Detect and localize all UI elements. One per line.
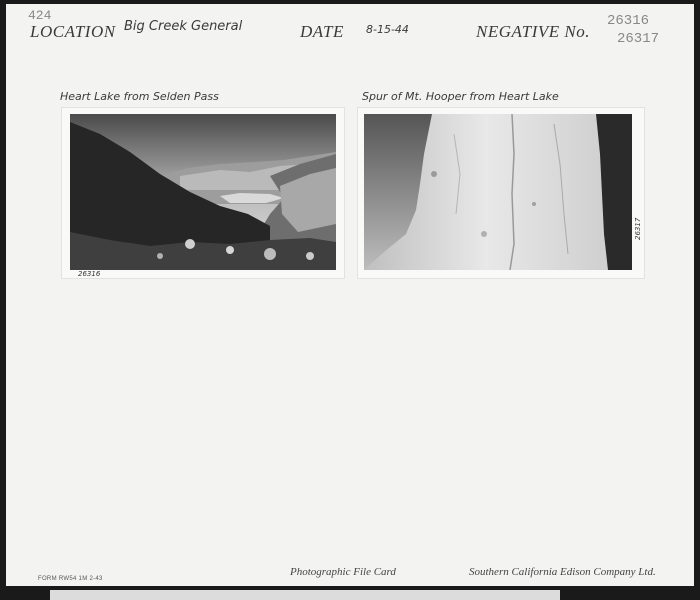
photo-heart-lake [62,108,344,278]
photo-heart-lake-edge-number: 26316 [78,270,101,278]
photo-mt-hooper-spur [358,108,644,278]
photo-caption-2: Spur of Mt. Hooper from Heart Lake [362,90,559,103]
footer-title: Photographic File Card [290,566,396,578]
location-label: LOCATION [30,22,116,41]
date-label: DATE [300,22,344,41]
file-card [6,4,694,586]
negative-number-1: 26316 [607,13,650,29]
photo-caption-1: Heart Lake from Selden Pass [60,90,219,103]
negative-number-2: 26317 [617,31,660,47]
photo-heart-lake-image [70,114,336,270]
scan-border [0,586,700,600]
footer-company: Southern California Edison Company Ltd. [469,566,656,578]
negative-label: NEGATIVE No. [476,22,590,41]
form-number: FORM RW54 1M 2-43 [38,576,103,582]
date-value: 8-15-44 [366,23,409,36]
photo-mt-hooper-spur-image [364,114,632,270]
location-value: Big Creek General [124,19,243,34]
photo-mt-hooper-spur-edge-number: 26317 [634,217,642,240]
catalog-number: 424 [28,8,52,23]
scan-border-strip [50,590,560,600]
